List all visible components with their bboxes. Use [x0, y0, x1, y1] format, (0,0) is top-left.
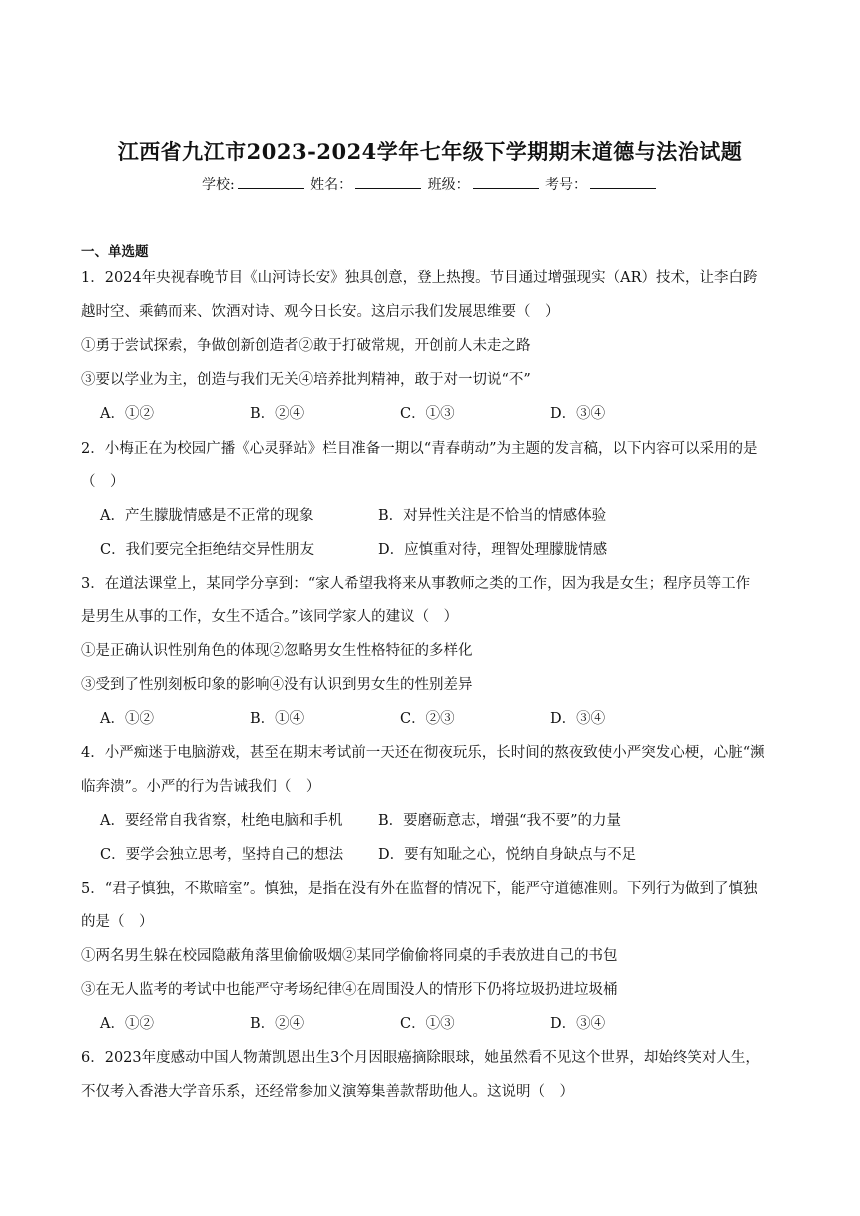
school-label: 学校:: [201, 177, 235, 193]
section-heading: 一、单选题: [81, 244, 149, 260]
q4-stem-line-2: 临奔溃”。小严的行为告诫我们（ ）: [81, 779, 321, 795]
q1-option-b[interactable]: B．②④: [250, 406, 305, 422]
q1-item-line-1: ①勇于尝试探索，争做创新创造者②敢于打破常规，开创前人未走之路: [81, 338, 531, 354]
q3-item-line-1: ①是正确认识性别角色的体现②忽略男女生性格特征的多样化: [81, 643, 473, 659]
class-blank[interactable]: [473, 176, 539, 189]
q5-item-line-1: ①两名男生躲在校园隐蔽角落里偷偷吸烟②某同学偷偷将同桌的手表放进自己的书包: [81, 948, 618, 964]
q5-stem-line-2: 的是（ ）: [81, 914, 154, 930]
q1-option-d[interactable]: D．③④: [550, 406, 606, 422]
q4-options-row-1: [100, 811, 800, 831]
q5-option-c[interactable]: C．①③: [400, 1016, 455, 1032]
q1-option-c[interactable]: C．①③: [400, 406, 455, 422]
q1-options: [100, 404, 800, 424]
exam-no-blank[interactable]: [590, 176, 656, 189]
class-label: 班级：: [427, 177, 470, 193]
q6-stem-line-2: 不仅考入香港大学音乐系，还经常参加义演筹集善款帮助他人。这说明（ ）: [81, 1084, 574, 1100]
exam-no-label: 考号：: [545, 177, 588, 193]
student-info-row: [0, 174, 860, 194]
q2-stem-line-2: （ ）: [81, 474, 125, 490]
q3-item-line-2: ③受到了性别刻板印象的影响④没有认识到男女生的性别差异: [81, 677, 473, 693]
q3-option-b[interactable]: B．①④: [250, 711, 305, 727]
q3-stem-line-1: 3．在道法课堂上，某同学分享到：“家人希望我将来从事教师之类的工作，因为我是女生；程序员等工作: [81, 576, 751, 592]
name-label: 姓名：: [310, 177, 353, 193]
q2-options-row-1: [100, 506, 800, 526]
q4-stem-line-1: 4．小严痴迷于电脑游戏，甚至在期末考试前一天还在彻夜玩乐，长时间的熬夜致使小严突发心梗，心脏“濒: [81, 745, 765, 761]
name-blank[interactable]: [355, 176, 421, 189]
q5-option-a[interactable]: A．①②: [100, 1016, 154, 1032]
q4-option-d[interactable]: D．要有知耻之心，悦纳自身缺点与不足: [378, 847, 637, 863]
q2-option-c[interactable]: C．我们要完全拒绝结交异性朋友: [100, 542, 315, 558]
q3-option-c[interactable]: C．②③: [400, 711, 455, 727]
q2-option-b[interactable]: B．对异性关注是不恰当的情感体验: [378, 508, 607, 524]
q3-option-d[interactable]: D．③④: [550, 711, 606, 727]
q6-stem-line-1: 6．2023年度感动中国人物萧凯恩出生3个月因眼癌摘除眼球，她虽然看不见这个世界，却始终笑对人生，: [81, 1050, 760, 1066]
q4-option-a[interactable]: A．要经常自我省察，杜绝电脑和手机: [100, 813, 343, 829]
q2-options-row-2: [100, 540, 800, 560]
q5-options: [100, 1014, 800, 1034]
q3-options: [100, 709, 800, 729]
q5-option-d[interactable]: D．③④: [550, 1016, 606, 1032]
q4-option-b[interactable]: B．要磨砺意志，增强“我不要”的力量: [378, 813, 621, 829]
q1-stem-line-2: 越时空、乘鹤而来、饮酒对诗、观今日长安。这启示我们发展思维要（ ）: [81, 304, 560, 320]
q4-option-c[interactable]: C．要学会独立思考，坚持自己的想法: [100, 847, 344, 863]
q1-stem-line-1: 1．2024年央视春晚节目《山河诗长安》独具创意，登上热搜。节目通过增强现实（AR）技术，让李白跨: [81, 270, 758, 286]
q2-option-a[interactable]: A．产生朦胧情感是不正常的现象: [100, 508, 314, 524]
q3-option-a[interactable]: A．①②: [100, 711, 154, 727]
q1-item-line-2: ③要以学业为主，创造与我们无关④培养批判精神，敢于对一切说“不”: [81, 372, 531, 388]
q3-stem-line-2: 是男生从事的工作，女生不适合。”该同学家人的建议（ ）: [81, 609, 459, 625]
q2-option-d[interactable]: D．应慎重对待，理智处理朦胧情感: [378, 542, 608, 558]
q5-option-b[interactable]: B．②④: [250, 1016, 305, 1032]
page-title: 江西省九江市2023-2024学年七年级下学期期末道德与法治试题: [117, 139, 743, 164]
q1-option-a[interactable]: A．①②: [100, 406, 154, 422]
school-blank[interactable]: [238, 176, 304, 189]
q5-stem-line-1: 5．“君子慎独，不欺暗室”。慎独，是指在没有外在监督的情况下，能严守道德准则。下列行为做到了慎独: [81, 881, 758, 897]
q2-stem-line-1: 2．小梅正在为校园广播《心灵驿站》栏目准备一期以“青春萌动”为主题的发言稿，以下内容可以采用的是: [81, 441, 758, 457]
q5-item-line-2: ③在无人监考的考试中也能严守考场纪律④在周围没人的情形下仍将垃圾扔进垃圾桶: [81, 982, 618, 998]
q4-options-row-2: [100, 845, 800, 865]
